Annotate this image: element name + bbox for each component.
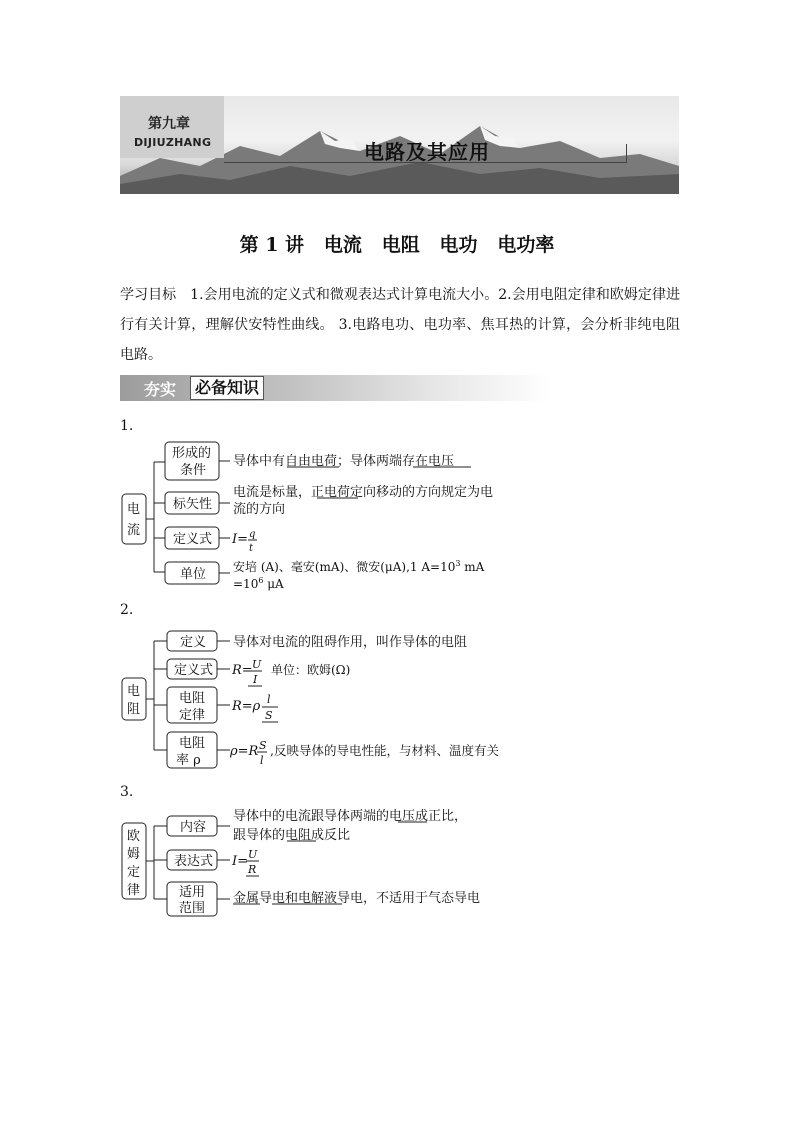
- diagram3-scope-label-2: 范围: [179, 901, 206, 916]
- learning-objectives: 学习目标 1.会用电流的定义式和微观表达式计算电流大小。2.会用电阻定律和欧姆定律进行有关计算，理解伏安特性曲线。 3.电路电功、电功率、焦耳热的计算，会分析非纯电阻电路。: [120, 287, 680, 363]
- diagram2-law-num: l: [267, 693, 271, 706]
- diagram2-resistivity-text: ,反映导体的导电性能，与材料、温度有关: [270, 743, 499, 758]
- diagram1-root-1: 电: [127, 502, 141, 517]
- diagram2-resistivity-label-1: 电阻: [179, 736, 206, 751]
- diagram3-content-label: 内容: [180, 820, 207, 835]
- diagram2-law-den: S: [265, 709, 273, 722]
- diagram2-resistivity-label-2: 率 ρ: [176, 753, 201, 768]
- diagram1-formula-lhs: I=: [232, 532, 249, 547]
- diagram2-formula-lhs: R=: [232, 663, 253, 678]
- diagram1-vector-label: 标矢性: [173, 497, 213, 512]
- diagram3-expression-num: U: [248, 848, 258, 861]
- diagram1-number: 1.: [120, 418, 134, 434]
- diagram2-resistivity-num: S: [259, 739, 267, 752]
- chapter-number: 第九章: [148, 116, 190, 132]
- diagram1-unit-text-2: $=10^6$ μA: [233, 576, 284, 591]
- diagram1-formula-num: q: [249, 529, 256, 540]
- chapter-title: 电路及其应用: [364, 140, 490, 164]
- diagram3-scope-label-1: 适用: [179, 885, 206, 900]
- diagram1-definition-label: 定义式: [173, 532, 213, 547]
- diagram2-resistivity-den: l: [260, 754, 264, 767]
- lesson-title: 第 1 讲 电流 电阻 电功 电功率: [239, 234, 555, 256]
- diagram1-unit-label: 单位: [180, 567, 207, 582]
- diagram2-formula-unit: 单位：欧姆(Ω): [271, 663, 351, 677]
- diagram2-root-2: 阻: [127, 702, 141, 717]
- diagram3-scope-text: 金属导电和电解液导电，不适用于气态导电: [233, 891, 481, 906]
- diagram3-number: 3.: [120, 784, 134, 800]
- chapter-pinyin: DIJIUZHANG: [134, 136, 212, 149]
- diagram1-formation-label-2: 条件: [180, 463, 207, 478]
- diagram2-root-1: 电: [127, 684, 141, 699]
- diagram2-definition-text: 导体对电流的阻碍作用，叫作导体的电阻: [233, 635, 468, 650]
- diagram1-formula-den: t: [249, 543, 254, 554]
- diagram1-formation-label-1: 形成的: [172, 446, 212, 461]
- diagram3-root-4: 律: [127, 883, 141, 898]
- diagram2-definition-label: 定义: [180, 635, 207, 650]
- diagram1-vector-text-2: 流的方向: [233, 502, 286, 517]
- diagram3-root-3: 定: [127, 865, 141, 880]
- diagram3-expression-den: R: [248, 863, 257, 876]
- diagram2-formula-num: U: [252, 658, 262, 671]
- section-header-part1: 夯实: [144, 380, 177, 399]
- diagram3-root-1: 欧: [127, 829, 141, 844]
- diagram1-vector-text-1: 电流是标量，正电荷定向移动的方向规定为电: [233, 485, 494, 500]
- diagram3-content-line1: 导体中的电流跟导体两端的电压成正比，: [233, 809, 468, 824]
- diagram1-root-2: 流: [127, 523, 141, 538]
- diagram3-expression-lhs: I=: [232, 854, 249, 869]
- diagram2-formula-label: 定义式: [174, 663, 214, 678]
- diagram2-number: 2.: [120, 602, 134, 618]
- diagram1-formation-text: 导体中有自由电荷；导体两端存在电压: [233, 454, 455, 469]
- diagram2-law-lhs: R=ρ: [232, 699, 261, 714]
- diagram2-law-label-1: 电阻: [179, 691, 206, 706]
- diagram1-unit-text-1: 安培 (A)、毫安(mA)、微安(μA),1 $A=10^3$ mA: [233, 559, 485, 574]
- diagram3-root-2: 姆: [127, 847, 141, 862]
- diagram3-content-line2: 跟导体的电阻成反比: [233, 828, 351, 843]
- diagram2-resistivity-lhs: ρ=R: [230, 744, 259, 759]
- diagram3-expression-label: 表达式: [174, 854, 214, 869]
- section-header-part2: 必备知识: [190, 376, 264, 400]
- diagram2-formula-den: I: [253, 673, 258, 686]
- diagram2-law-label-2: 定律: [179, 708, 206, 723]
